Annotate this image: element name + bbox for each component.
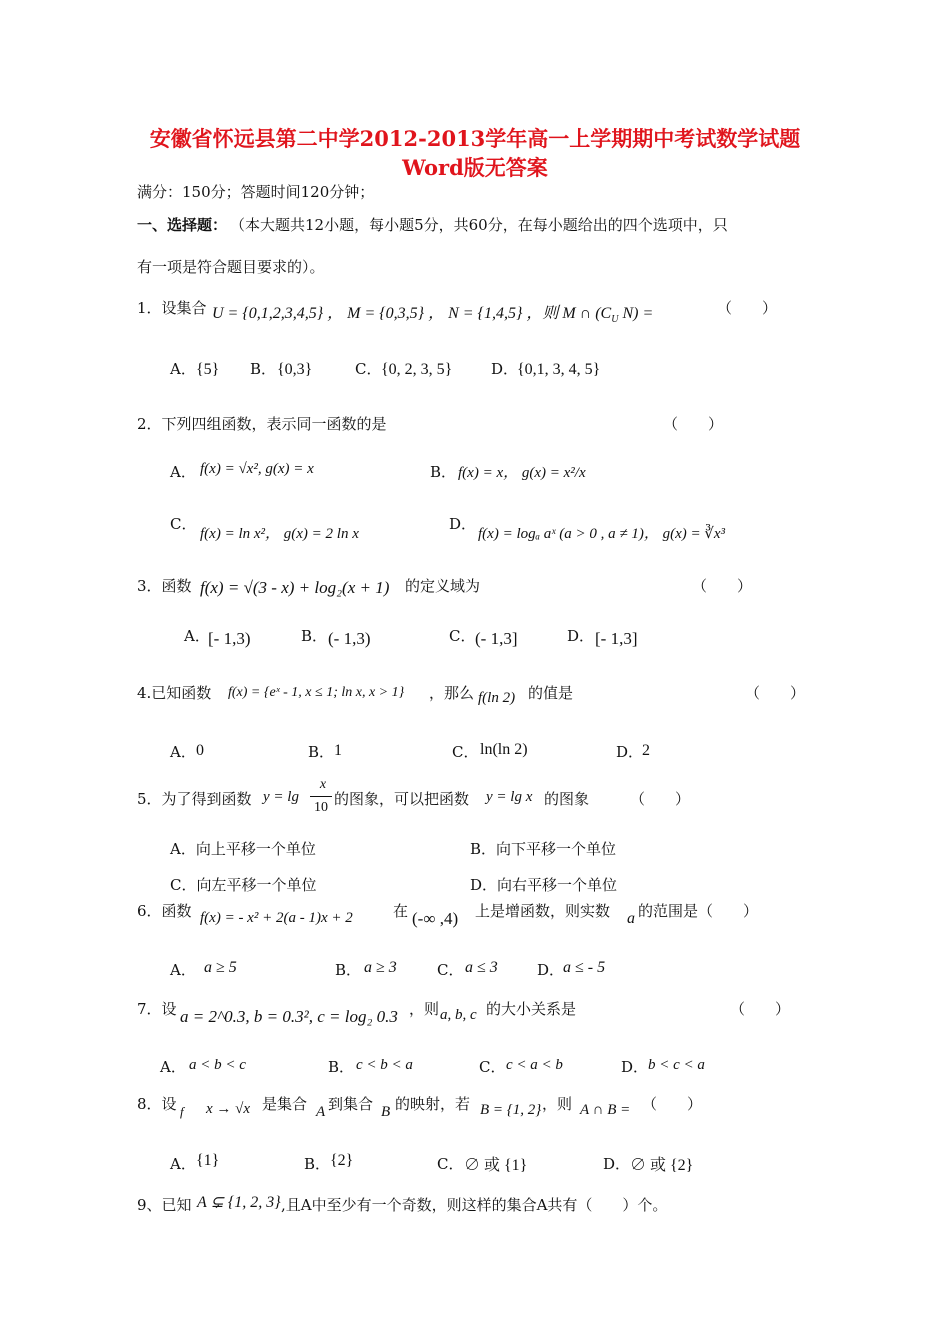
q3-option-c: (- 1,3] bbox=[475, 629, 518, 648]
q4-option-c: ln(ln 2) bbox=[480, 741, 528, 758]
q4-option-a: 0 bbox=[196, 742, 204, 759]
q5-option-a: A．向上平移一个单位 bbox=[170, 840, 316, 858]
q2-option-b: f(x) = x， g(x) = x²/x bbox=[458, 465, 586, 481]
q5-stem-mid: 的图象，可以把函数 bbox=[334, 790, 470, 808]
q7-option-b-label: B． bbox=[328, 1058, 355, 1076]
q6-option-a-label: A． bbox=[170, 961, 196, 979]
q3-option-a-label: A． bbox=[184, 627, 210, 645]
q4-expr: f(x) = {eˣ - 1, x ≤ 1; ln x, x > 1} bbox=[228, 685, 405, 700]
q1-option-c-label: C． bbox=[355, 360, 382, 378]
q6-option-b: a ≥ 3 bbox=[364, 959, 397, 976]
q7-option-c-label: C． bbox=[479, 1058, 506, 1076]
q2-option-d-label: D． bbox=[449, 515, 477, 533]
q5-stem: 5．为了得到函数 bbox=[137, 790, 252, 808]
q4-option-a-label: A． bbox=[170, 743, 196, 761]
q3-option-b: (- 1,3) bbox=[328, 629, 371, 648]
q7-option-a: a < b < c bbox=[189, 1057, 246, 1073]
q3-expr: f(x) = √(3 - x) + log₂(x + 1) bbox=[200, 578, 390, 597]
q4-answer-paren: （ ） bbox=[745, 684, 806, 702]
section-desc-1: （本大题共12小题，每小题5分，共60分，在每小题给出的四个选项中，只 bbox=[230, 216, 728, 234]
q8-option-c: ∅ 或 {1} bbox=[464, 1157, 528, 1174]
q8-f: f bbox=[180, 1104, 184, 1119]
q5-expr: y = lg bbox=[263, 789, 299, 805]
q7-option-b: c < b < a bbox=[356, 1057, 413, 1073]
q4-option-d: 2 bbox=[642, 742, 650, 759]
q2-option-a-label: A． bbox=[170, 463, 196, 481]
q1-option-b-label: B． bbox=[250, 360, 277, 378]
q6-stem: 6．函数 bbox=[137, 902, 192, 920]
q3-option-d: [- 1,3] bbox=[595, 629, 638, 648]
q7-stem-mid: ，则 bbox=[409, 1000, 440, 1018]
q7-expr: a = 2^0.3, b = 0.3², c = log₂ 0.3 bbox=[180, 1007, 398, 1026]
q6-option-a: a ≥ 5 bbox=[204, 959, 237, 976]
q6-stem-tail: 的范围是（ ） bbox=[638, 902, 759, 920]
q5-option-c: C．向左平移一个单位 bbox=[170, 876, 317, 894]
section-heading: 一、选择题： bbox=[137, 216, 228, 234]
document-subtitle: Word版无答案 bbox=[402, 155, 548, 180]
q1-option-d: {0,1, 3, 4, 5} bbox=[517, 361, 601, 378]
q1-answer-paren: （ ） bbox=[717, 299, 778, 317]
q3-stem: 3．函数 bbox=[137, 577, 192, 595]
q8-stem-mid4: ，则 bbox=[542, 1095, 573, 1113]
q7-option-d-label: D． bbox=[621, 1058, 649, 1076]
q7-answer-paren: （ ） bbox=[730, 1000, 791, 1018]
q7-option-d: b < c < a bbox=[648, 1057, 705, 1073]
q8-expr2: B = {1, 2} bbox=[480, 1102, 542, 1118]
q1-option-c: {0, 2, 3, 5} bbox=[381, 361, 453, 378]
q2-option-b-label: B． bbox=[430, 463, 457, 481]
q8-stem-mid: 是集合 bbox=[262, 1095, 308, 1113]
q6-expr: f(x) = - x² + 2(a - 1)x + 2 bbox=[200, 910, 353, 926]
q8-stem-mid2: 到集合 bbox=[328, 1095, 374, 1113]
q8-stem: 8．设 bbox=[137, 1095, 177, 1113]
q8-option-a: {1} bbox=[196, 1152, 220, 1169]
q8-option-a-label: A． bbox=[170, 1155, 196, 1173]
document-title: 安徽省怀远县第二中学2012-2013学年高一上学期期中考试数学试题 bbox=[149, 126, 801, 151]
q5-expr2: y = lg x bbox=[486, 789, 533, 805]
q4-stem-mid: ，那么 bbox=[429, 684, 475, 702]
section-desc-2: 有一项是符合题目要求的）。 bbox=[137, 258, 325, 276]
q6-option-d: a ≤ - 5 bbox=[563, 959, 606, 976]
q7-option-c: c < a < b bbox=[506, 1057, 563, 1073]
q8-option-d: ∅ 或 {2} bbox=[630, 1157, 694, 1174]
q2-option-d: f(x) = logₐ aˣ (a > 0 , a ≠ 1)， g(x) = ∛x³ bbox=[478, 526, 726, 542]
q8-set-a: A bbox=[316, 1104, 326, 1120]
q2-option-c: f(x) = ln x²， g(x) = 2 ln x bbox=[200, 526, 359, 542]
q8-expr: x → √x bbox=[206, 1101, 251, 1117]
q1-option-b: {0,3} bbox=[277, 361, 313, 378]
q6-var: a bbox=[627, 910, 635, 927]
q6-option-c-label: C． bbox=[437, 961, 464, 979]
q1-expr: U = {0,1,2,3,4,5} ， M = {0,3,5} ， N = {1,4,5} ，则 M ∩ ($C_U$ N) = bbox=[212, 305, 654, 326]
q5-frac-bar bbox=[310, 796, 332, 797]
q3-stem-tail: 的定义域为 bbox=[405, 577, 481, 595]
q1-option-d-label: D． bbox=[491, 360, 519, 378]
q6-stem-mid: 在 bbox=[393, 902, 409, 920]
q9-expr: A ⊊ {1, 2, 3} bbox=[197, 1194, 281, 1211]
q4-option-d-label: D． bbox=[616, 743, 644, 761]
q8-option-b: {2} bbox=[330, 1152, 354, 1169]
q4-stem-tail: 的值是 bbox=[528, 684, 574, 702]
q8-option-c-label: C． bbox=[437, 1155, 464, 1173]
q8-option-b-label: B． bbox=[304, 1155, 331, 1173]
q5-frac-denominator: 10 bbox=[314, 800, 328, 815]
q5-stem-tail: 的图象 bbox=[544, 790, 590, 808]
exam-meta: 满分：150分；答题时间120分钟； bbox=[137, 183, 375, 201]
q6-expr2: (-∞ ,4) bbox=[412, 909, 459, 928]
q3-option-d-label: D． bbox=[567, 627, 595, 645]
q2-answer-paren: （ ） bbox=[663, 415, 724, 433]
q7-stem: 7．设 bbox=[137, 1000, 177, 1018]
q1-option-a: {5} bbox=[196, 361, 220, 378]
q4-expr2: f(ln 2) bbox=[478, 690, 516, 706]
q6-option-c: a ≤ 3 bbox=[465, 959, 498, 976]
q5-answer-paren: （ ） bbox=[630, 790, 691, 808]
q5-frac-numerator: x bbox=[319, 777, 327, 792]
q1-option-a-label: A． bbox=[170, 360, 196, 378]
q8-expr3: A ∩ B = bbox=[580, 1102, 631, 1118]
q5-option-d: D．向右平移一个单位 bbox=[470, 876, 618, 894]
q3-answer-paren: （ ） bbox=[692, 577, 753, 595]
q1-stem: 1．设集合 bbox=[137, 299, 207, 317]
q9-stem: 9、已知 bbox=[137, 1196, 192, 1214]
q5-option-b: B．向下平移一个单位 bbox=[470, 840, 617, 858]
q8-stem-mid3: 的映射，若 bbox=[395, 1095, 471, 1113]
q3-option-b-label: B． bbox=[301, 627, 328, 645]
q7-option-a-label: A． bbox=[160, 1058, 186, 1076]
q2-option-a: f(x) = √x², g(x) = x bbox=[200, 461, 314, 477]
q2-stem: 2．下列四组函数，表示同一函数的是 bbox=[137, 415, 387, 433]
q8-set-b: B bbox=[381, 1104, 391, 1120]
q4-option-c-label: C． bbox=[452, 743, 479, 761]
q3-option-c-label: C． bbox=[449, 627, 476, 645]
q4-option-b: 1 bbox=[334, 742, 342, 759]
q8-option-d-label: D． bbox=[603, 1155, 631, 1173]
q6-stem-mid2: 上是增函数，则实数 bbox=[475, 902, 611, 920]
q7-stem-tail: 的大小关系是 bbox=[486, 1000, 577, 1018]
q6-option-b-label: B． bbox=[335, 961, 362, 979]
q6-option-d-label: D． bbox=[537, 961, 565, 979]
q8-answer-paren: （ ） bbox=[642, 1095, 703, 1113]
q9-stem-tail: ,且A中至少有一个奇数，则这样的集合A共有（ ）个。 bbox=[281, 1196, 668, 1214]
q4-option-b-label: B． bbox=[308, 743, 335, 761]
q2-option-c-label: C． bbox=[170, 515, 197, 533]
q4-stem: 4.已知函数 bbox=[137, 684, 212, 702]
q7-expr2: a, b, c bbox=[440, 1007, 477, 1023]
q3-option-a: [- 1,3) bbox=[208, 629, 251, 648]
